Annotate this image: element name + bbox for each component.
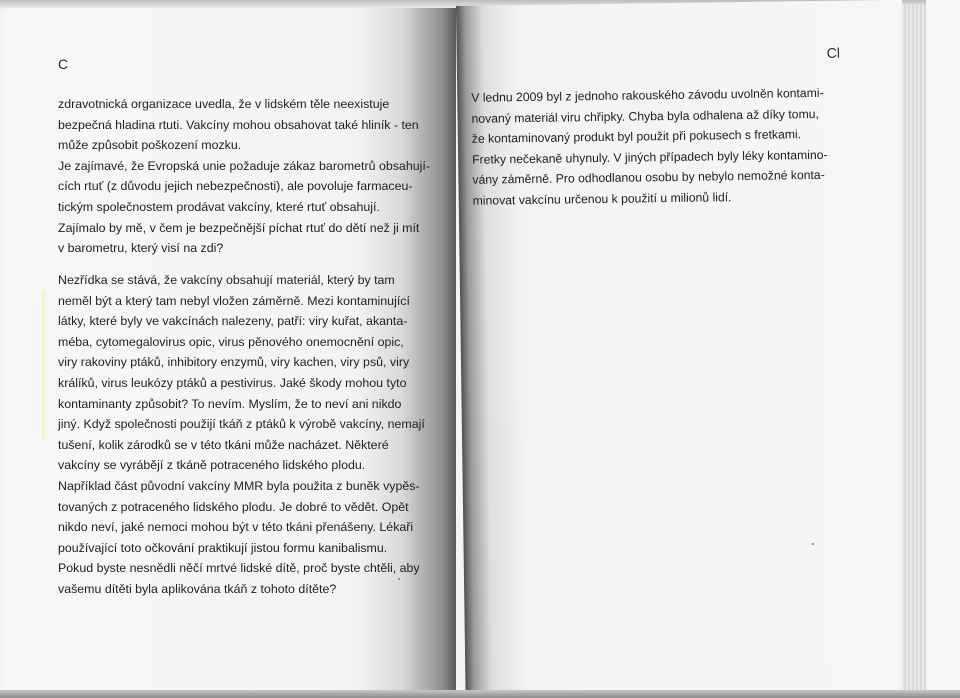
highlighter-mark: [42, 290, 45, 440]
text-line: používající toto očkování praktikují jistou formu kanibalismu.: [58, 540, 388, 555]
left-paragraph-1: [58, 94, 430, 259]
text-line: v barometru, který visí na zdi?: [58, 241, 224, 256]
text-line: viry rakoviny ptáků, inhibitory enzymů, viry kachen, viry psů, viry: [58, 355, 410, 370]
page-stack-edges: [902, 4, 926, 696]
text-line: může způsobit poškození mozku.: [58, 138, 242, 153]
text-line: kontaminanty způsobit? To nevím. Myslím, že to neví ani nikdo: [58, 396, 402, 411]
right-page-header: Cl: [826, 44, 841, 61]
text-line: tickým společnostem prodávat vakcíny, které rtuť obsahují.: [58, 199, 380, 214]
scan-bottom-edge: [0, 690, 960, 698]
text-line: vašemu dítěti byla aplikována tkáň z tohoto dítěte?: [58, 581, 337, 596]
text-line: vakcíny se vyrábějí z tkáně potraceného lidského plodu.: [58, 458, 366, 473]
scan-speck: [812, 543, 814, 545]
text-line: Nezřídka se stává, že vakcíny obsahují materiál, který by tam: [58, 273, 395, 287]
text-line: vány záměrně. Pro odhodlanou osobu by nebylo nemožné konta-: [472, 168, 825, 188]
text-line: cích rtuť (z důvodu jejich nebezpečnosti), ale povoluje farmaceu-: [58, 179, 413, 194]
left-page-header: C: [58, 56, 69, 72]
text-line: že kontaminovaný produkt byl použit při pokusech s fretkami.: [471, 127, 802, 146]
text-line: Zajímalo by mě, v čem je bezpečnější píchat rtuť do dětí než ji mít: [58, 220, 420, 235]
text-line: nikdo neví, jaké nemoci mohou být v této tkáni přenášeny. Lékaři: [58, 520, 414, 535]
text-line: neměl být a který tam nebyl vložen záměrně. Mezi kontaminující: [58, 293, 410, 308]
text-line: méba, cytomegalovirus opic, virus pěnového onemocnění opic,: [58, 334, 404, 349]
text-line: tovaných z potraceného lidského plodu. Je dobré to vědět. Opět: [58, 499, 409, 514]
right-paragraph-1: [471, 83, 828, 212]
text-line: bezpečná hladina rtuti. Vakcíny mohou obsahovat také hliník - ten: [58, 117, 419, 132]
text-line: králíků, virus leukózy ptáků a pestivirus. Jaké škody mohou tyto: [58, 375, 407, 390]
scan-speck: [398, 578, 400, 580]
text-line: jiný. Když společnosti použijí tkáň z ptáků k výrobě vakcíny, nemají: [58, 417, 425, 432]
text-line: Je zajímavé, že Evropská unie požaduje zákaz barometrů obsahují-: [58, 158, 430, 173]
left-paragraph-2: [58, 270, 425, 600]
text-line: V lednu 2009 byl z jednoho rakouského závodu uvolněn kontami-: [471, 85, 824, 105]
text-line: tušení, kolik zárodků se v této tkáni může nacházet. Některé: [58, 437, 389, 452]
text-line: minovat vakcínu určenou k použití u milionů lidí.: [472, 190, 732, 208]
scan-margin: [926, 0, 960, 698]
text-line: Pokud byste nesnědli něčí mrtvé lidské dítě, proč byste chtěli, aby: [58, 561, 420, 576]
right-page: [456, 0, 912, 694]
text-line: zdravotnická organizace uvedla, že v lidském těle neexistuje: [58, 97, 390, 111]
text-line: novaný materiál viru chřipky. Chyba byla odhalena až díky tomu,: [471, 106, 819, 126]
text-line: Fretky nečekaně uhynuly. V jiných případech byly léky kontamino-: [472, 147, 828, 167]
text-line: látky, které byly ve vakcínách nalezeny, patří: viry kuřat, akanta-: [58, 314, 408, 329]
text-line: Například část původní vakcíny MMR byla použita z buněk vypěs-: [58, 478, 420, 493]
